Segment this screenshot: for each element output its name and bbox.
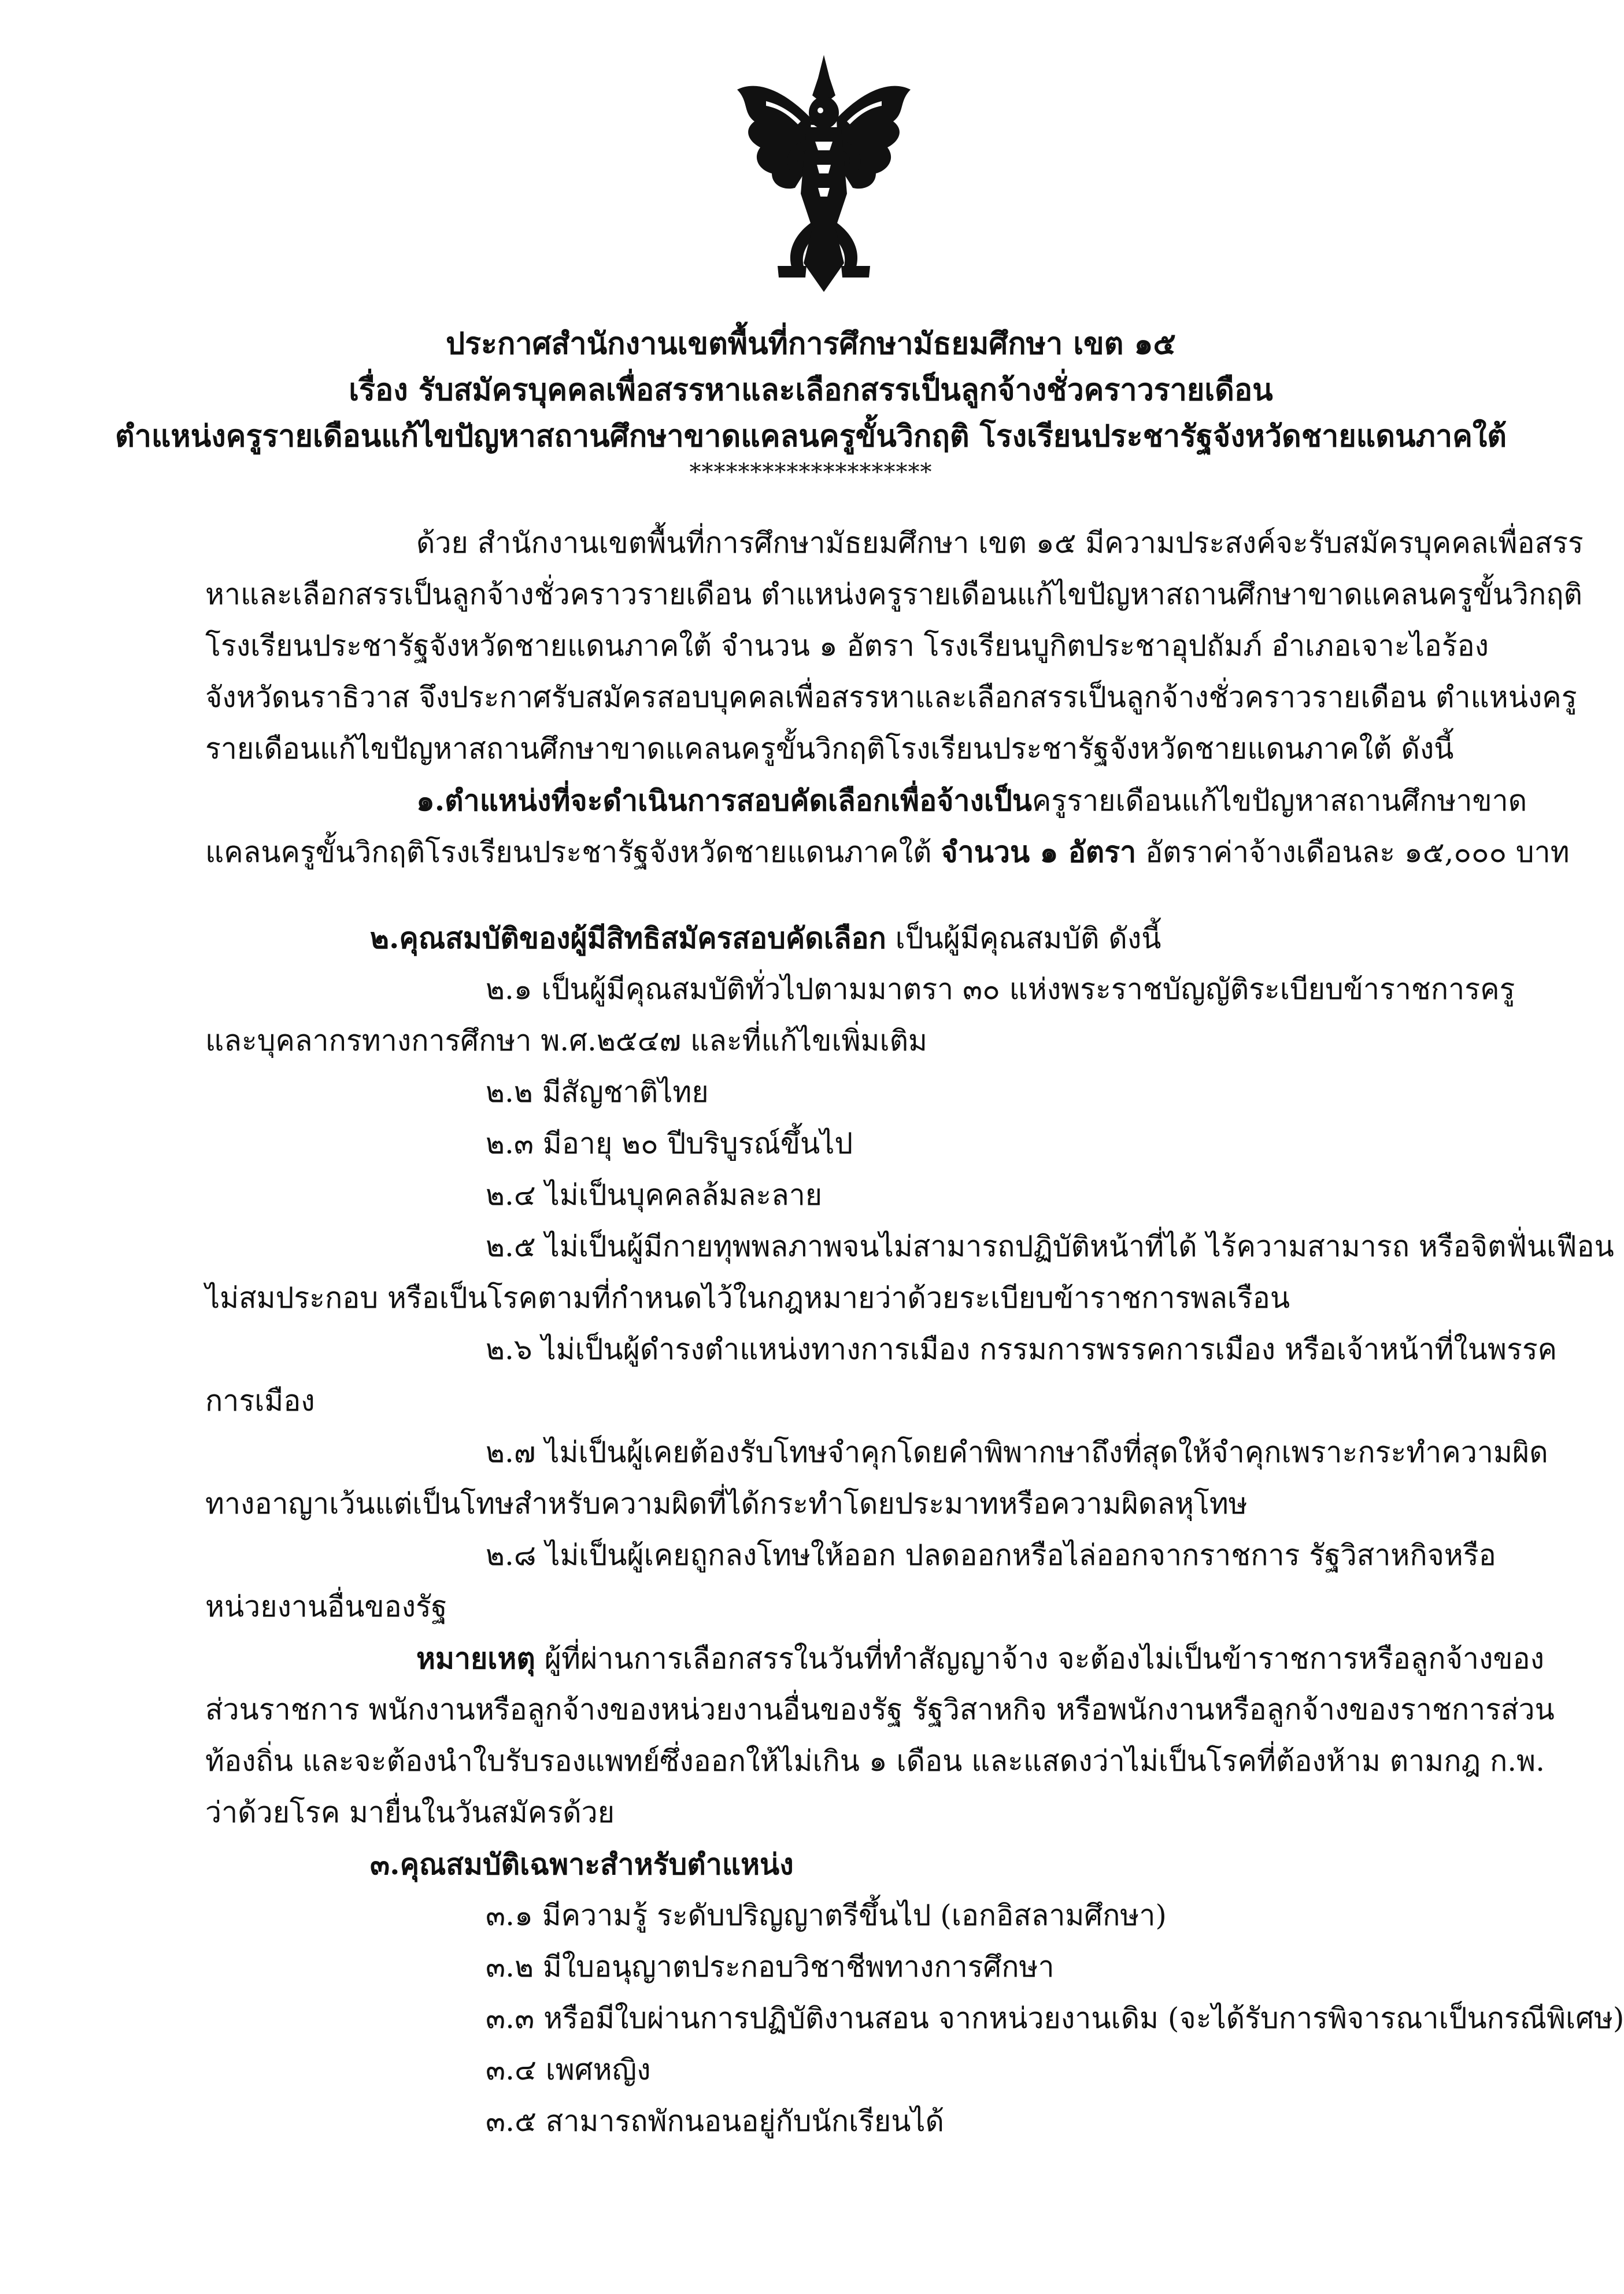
section-2-item-cont: ทางอาญาเว้นแต่เป็นโทษสำหรับความผิดที่ได้กระทำโดยประมาทหรือความผิดลหุโทษ: [205, 1487, 1248, 1520]
note-text: ผู้ที่ผ่านการเลือกสรรในวันที่ทำสัญญาจ้าง จะต้องไม่เป็นข้าราชการหรือลูกจ้างของ: [535, 1642, 1544, 1675]
section-2-item-cont: หน่วยงานอื่นของรัฐ: [205, 1590, 447, 1623]
section-2-item: ๒.๗ ไม่เป็นผู้เคยต้องรับโทษจำคุกโดยคำพิพากษาถึงที่สุดให้จำคุกเพราะกระทำความผิด: [486, 1435, 1548, 1469]
section-1-detail: [205, 826, 1570, 878]
garuda-emblem-icon: [737, 55, 911, 292]
intro-line: โรงเรียนประชารัฐจังหวัดชายแดนภาคใต้ จำนวน ๑ อัตรา โรงเรียนบูกิตประชาอุปถัมภ์ อำเภอเจาะไอร้อง: [205, 629, 1489, 663]
section-2-item-cont: และบุคลากรทางการศึกษา พ.ศ.๒๕๔๗ และที่แก้ไขเพิ่มเติม: [205, 1024, 927, 1057]
announcement-subject: เรื่อง รับสมัครบุคคลเพื่อสรรหาและเลือกสรรเป็นลูกจ้างชั่วคราวรายเดือน: [349, 372, 1273, 408]
note-line: ส่วนราชการ พนักงานหรือลูกจ้างของหน่วยงานอื่นของรัฐ รัฐวิสาหกิจ หรือพนักงานหรือลูกจ้างของราชการส่วน: [205, 1693, 1555, 1726]
section-2-title: ๒.คุณสมบัติของผู้มีสิทธิสมัครสอบคัดเลือก: [370, 921, 886, 955]
note-label: หมายเหตุ: [416, 1641, 535, 1675]
section-1-title: ๑.ตำแหน่งที่จะดำเนินการสอบคัดเลือกเพื่อจ้างเป็น: [416, 783, 1032, 817]
section-3-item: ๓.๑ มีความรู้ ระดับปริญญาตรีขึ้นไป (เอกอิสลามศึกษา): [486, 1899, 1167, 1932]
section-3-item: ๓.๒ มีใบอนุญาตประกอบวิชาชีพทางการศึกษา: [486, 1950, 1055, 1984]
section-2-item: ๒.๕ ไม่เป็นผู้มีกายทุพพลภาพจนไม่สามารถปฏิบัติหน้าที่ได้ ไร้ความสามารถ หรือจิตฟั่นเฟือน: [486, 1230, 1614, 1263]
intro-line: รายเดือนแก้ไขปัญหาสถานศึกษาขาดแคลนครูขั้นวิกฤติโรงเรียนประชารัฐจังหวัดชายแดนภาคใต้ ดังนี้: [205, 732, 1454, 765]
section-2-title-rest: เป็นผู้มีคุณสมบัติ ดังนี้: [886, 922, 1161, 955]
note-line: ว่าด้วยโรค มายื่นในวันสมัครด้วย: [205, 1796, 615, 1829]
section-1-title-rest: ครูรายเดือนแก้ไขปัญหาสถานศึกษาขาด: [1031, 784, 1527, 817]
announcement-body: [205, 517, 1624, 2147]
section-1-heading: [205, 775, 1527, 826]
section-2-item: ๒.๑ เป็นผู้มีคุณสมบัติทั่วไปตามมาตรา ๓๐ แห่งพระราชบัญญัติระเบียบข้าราชการครู: [486, 972, 1515, 1006]
announcement-title: ประกาศสำนักงานเขตพื้นที่การศึกษามัธยมศึกษา เขต ๑๕: [446, 326, 1176, 361]
section-3-heading: [205, 1838, 1500, 1890]
section-3-item: ๓.๕ สามารถพักนอนอยู่กับนักเรียนได้: [486, 2104, 945, 2138]
section-2-item: ๒.๘ ไม่เป็นผู้เคยถูกลงโทษให้ออก ปลดออกหรือไล่ออกจากราชการ รัฐวิสาหกิจหรือ: [486, 1538, 1496, 1572]
intro-line: หาและเลือกสรรเป็นลูกจ้างชั่วคราวรายเดือน ตำแหน่งครูรายเดือนแก้ไขปัญหาสถานศึกษาขาดแคลนครูขั้นวิกฤติ: [205, 578, 1582, 611]
announcement-header: [0, 321, 1622, 485]
section-3-title: ๓.คุณสมบัติเฉพาะสำหรับตำแหน่ง: [370, 1847, 794, 1881]
section-3-item: ๓.๔ เพศหญิง: [486, 2053, 651, 2086]
section-2-item-cont: ไม่สมประกอบ หรือเป็นโรคตามที่กำหนดไว้ในกฎหมายว่าด้วยระเบียบข้าราชการพลเรือน: [205, 1281, 1290, 1315]
section-1-count: จำนวน ๑ อัตรา: [941, 835, 1137, 869]
section-2-item: ๒.๓ มีอายุ ๒๐ ปีบริบูรณ์ขึ้นไป: [486, 1127, 853, 1160]
section-2-item: ๒.๖ ไม่เป็นผู้ดำรงตำแหน่งทางการเมือง กรรมการพรรคการเมือง หรือเจ้าหน้าที่ในพรรค: [486, 1333, 1558, 1366]
intro-line: ด้วย สำนักงานเขตพื้นที่การศึกษามัธยมศึกษา เขต ๑๕ มีความประสงค์จะรับสมัครบุคคลเพื่อสรร: [416, 526, 1584, 560]
note-line: [205, 1633, 1544, 1684]
section-3-item: ๓.๓ หรือมีใบผ่านการปฏิบัติงานสอน จากหน่วยงานเดิม (จะได้รับการพิจารณาเป็นกรณีพิเศษ): [486, 2001, 1624, 2035]
section-2-item: ๒.๔ ไม่เป็นบุคคลล้มละลาย: [486, 1178, 823, 1212]
section-2-heading: [205, 912, 1500, 964]
section-2-item-cont: การเมือง: [205, 1384, 315, 1418]
section-1-salary: อัตราค่าจ้างเดือนละ ๑๕,๐๐๐ บาท: [1136, 835, 1570, 869]
intro-line: จังหวัดนราธิวาส จึงประกาศรับสมัครสอบบุคคลเพื่อสรรหาและเลือกสรรเป็นลูกจ้างชั่วคราวรายเดือน ตำแหน่งครู: [205, 680, 1577, 714]
section-1-text: แคลนครูขั้นวิกฤติโรงเรียนประชารัฐจังหวัดชายแดนภาคใต้: [205, 835, 941, 869]
note-line: ท้องถิ่น และจะต้องนำใบรับรองแพทย์ซึ่งออกให้ไม่เกิน ๑ เดือน และแสดงว่าไม่เป็นโรคที่ต้องห้าม ตามกฎ ก.พ.: [205, 1744, 1545, 1778]
header-divider: ********************: [689, 459, 933, 486]
announcement-position: ตำแหน่งครูรายเดือนแก้ไขปัญหาสถานศึกษาขาดแคลนครูขั้นวิกฤติ โรงเรียนประชารัฐจังหวัดชายแดนภาคใต้: [114, 419, 1507, 454]
section-2-item: ๒.๒ มีสัญชาติไทย: [486, 1075, 709, 1109]
